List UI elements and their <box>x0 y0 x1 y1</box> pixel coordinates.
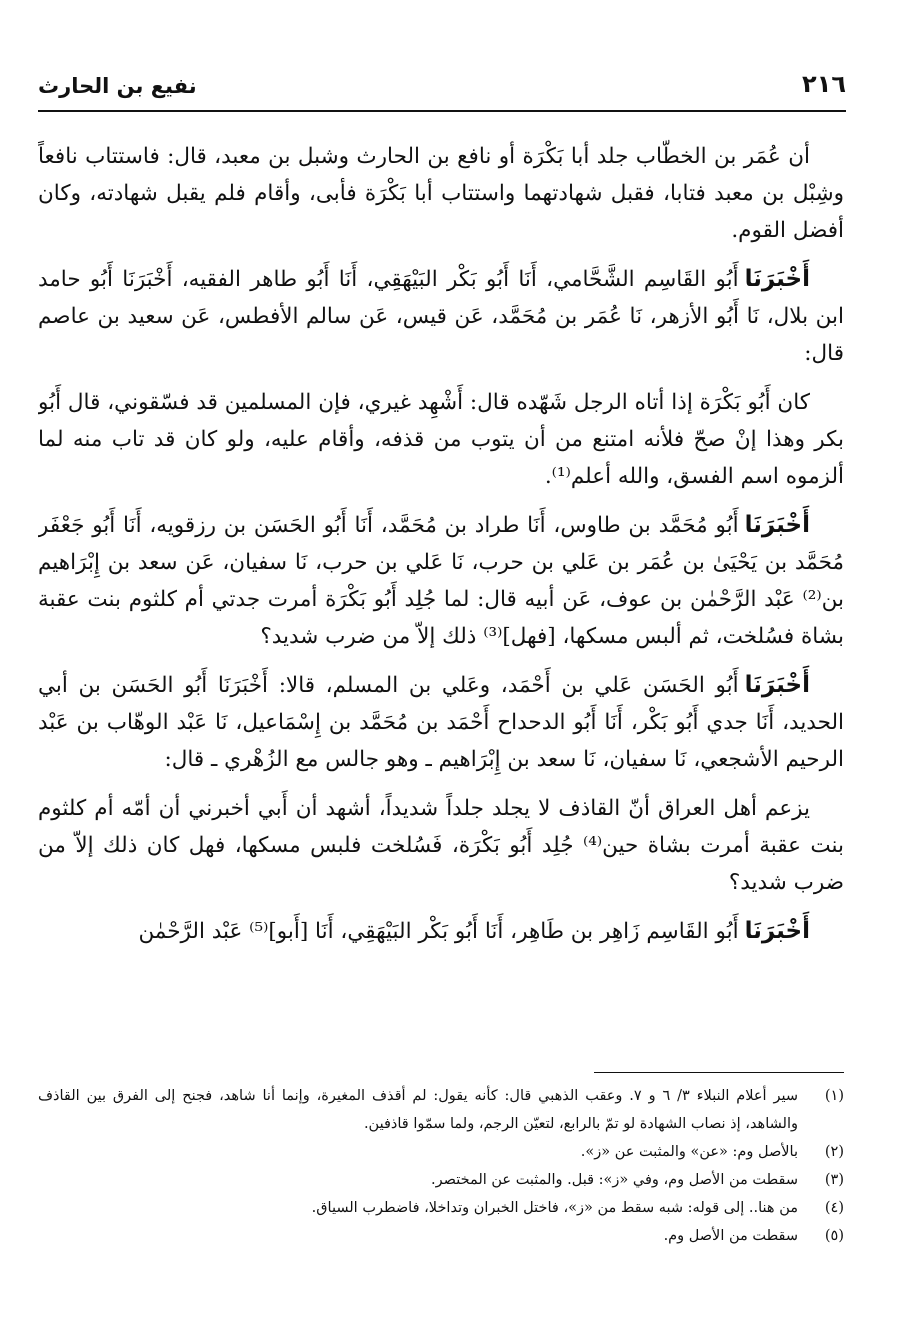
page-number: ٢١٦ <box>802 70 846 98</box>
main-text <box>38 138 844 1028</box>
footnote-text: من هنا.. إلى قوله: شبه سقط من «ز»، فاختل الخبران وتداخلا، فاضطرب السياق. <box>311 1200 798 1216</box>
paragraph-text: أَبُو مُحَمَّد بن طاوس، أَنَا طراد بن مُحَمَّد، أَنَا أَبُو الحَسَن بن رزقويه، أَنَا أَبُو جَعْفَر مُحَمَّد بن يَحْيَىٰ بن عُمَر بن عَلي بن حرب، نَا عَلي بن حرب، نَا سفيان، عَن سعد بن إِبْرَاهيم بن⁽²⁾ عَبْد الرَّحْمٰن بن عوف، عَن أبيه قال: لما جُلِد أَبُو بَكْرَة أمرت جدتي أم كلثوم بنت عقبة بشاة فسُلخت، ثم ألبس مسكها، [فهل]⁽³⁾ ذلك إلاّ من ضرب شديد؟ <box>38 513 844 649</box>
footnote-text: سقطت من الأصل وم. <box>663 1228 798 1244</box>
paragraph-lead: أَخْبَرَنَا <box>744 918 810 944</box>
paragraph-text: أَبُو القَاسِم الشَّحَّامي، أَنَا أَبُو بَكْر البَيْهَقِي، أَنَا أَبُو طاهر الفقيه، أَخْبَرَنَا أَبُو حامد ابن بلال، نَا أَبُو الأزهر، نَا عُمَر بن مُحَمَّد، عَن قيس، عَن سالم الأفطس، عَن سعيد بن عاصم قال: <box>38 267 844 366</box>
footnotes <box>38 1082 844 1250</box>
footnote <box>38 1222 844 1250</box>
footnote <box>38 1138 844 1166</box>
footnote <box>38 1166 844 1194</box>
paragraph <box>38 384 844 495</box>
paragraph <box>38 138 844 249</box>
footnote-number: (٥) <box>824 1228 844 1244</box>
paragraph <box>38 790 844 901</box>
paragraph <box>38 261 844 372</box>
paragraph-text: كان أَبُو بَكْرَة إذا أتاه الرجل شَهّده قال: أَشْهِد غيري، فإن المسلمين قد فسّقوني، قال أَبُو بكر وهذا إنْ صحّ فلأنه امتنع من أن يتوب من قذفه، وأقام عليه، ولو كان قد تاب منه لما ألزموه اسم الفسق، والله أعلم⁽¹⁾. <box>38 390 844 489</box>
footnote-number: (٣) <box>824 1172 844 1188</box>
footnote-number: (١) <box>824 1088 844 1104</box>
paragraph-text: يزعم أهل العراق أنّ القاذف لا يجلد جلداً شديداً، أشهد أن أَبي أخبرني أن أمّه أم كلثوم بنت عقبة أمرت بشاة حين⁽⁴⁾ جُلِد أَبُو بَكْرَة، فَسُلخت فلبس مسكها، فهل كان ذلك إلاّ من ضرب شديد؟ <box>38 796 844 895</box>
footnote-text: بالأصل وم: «عن» والمثبت عن «ز». <box>580 1144 798 1160</box>
footnote-number: (٤) <box>824 1200 844 1216</box>
footnote-number: (٢) <box>824 1144 844 1160</box>
paragraph <box>38 507 844 655</box>
footnote-text: سقطت من الأصل وم، وفي «ز»: قبل. والمثبت عن المختصر. <box>431 1172 798 1188</box>
paragraph-lead: أَخْبَرَنَا <box>744 266 810 292</box>
footnote-divider <box>594 1072 844 1073</box>
paragraph-lead: أَخْبَرَنَا <box>744 672 810 698</box>
footnote <box>38 1082 844 1138</box>
running-title: نفيع بن الحارث <box>38 74 197 98</box>
paragraph-text: أَبُو الحَسَن عَلي بن أَحْمَد، وعَلي بن المسلم، قالا: أَخْبَرَنَا أَبُو الحَسَن بن أبي الحديد، أَنَا جدي أَبُو بَكْر، أَنَا أَبُو الدحداح أَحْمَد بن مُحَمَّد بن إِسْمَاعيل، نَا عَبْد الوهّاب بن عَبْد الرحيم الأشجعي، نَا سفيان، نَا سعد بن إِبْرَاهيم ـ وهو جالس مع الزُهْري ـ قال: <box>38 673 844 772</box>
paragraph <box>38 913 844 950</box>
page-header <box>38 60 846 112</box>
paragraph-text: أَبُو القَاسِم زَاهِر بن طَاهِر، أَنَا أَبُو بَكْر البَيْهَقِي، أَنَا [أَبو]⁽⁵⁾ عَبْد الرَّحْمٰن <box>138 919 739 944</box>
paragraph-lead: أَخْبَرَنَا <box>744 512 810 538</box>
paragraph <box>38 667 844 778</box>
footnote <box>38 1194 844 1222</box>
footnote-text: سير أعلام النبلاء ٣/ ٦ و ٧. وعقب الذهبي قال: كأنه يقول: لم أقذف المغيرة، وإنما أنا شاهد، فجنح إلى الفرق بين القاذف والشاهد، إذ نصاب الشهادة لو تمّ بالرابع، لتعيّن الرجم، ولما سمّوا قاذفين. <box>38 1088 798 1132</box>
paragraph-text: أن عُمَر بن الخطّاب جلد أبا بَكْرَة أو نافع بن الحارث وشبل بن معبد، قال: فاستتاب نافعاً وشِبْل بن معبد فتابا، فقبل شهادتهما واستتاب أبا بَكْرَة فأبى، وأقام فلم يقبل شهادته، وكان أفضل القوم. <box>38 144 844 243</box>
